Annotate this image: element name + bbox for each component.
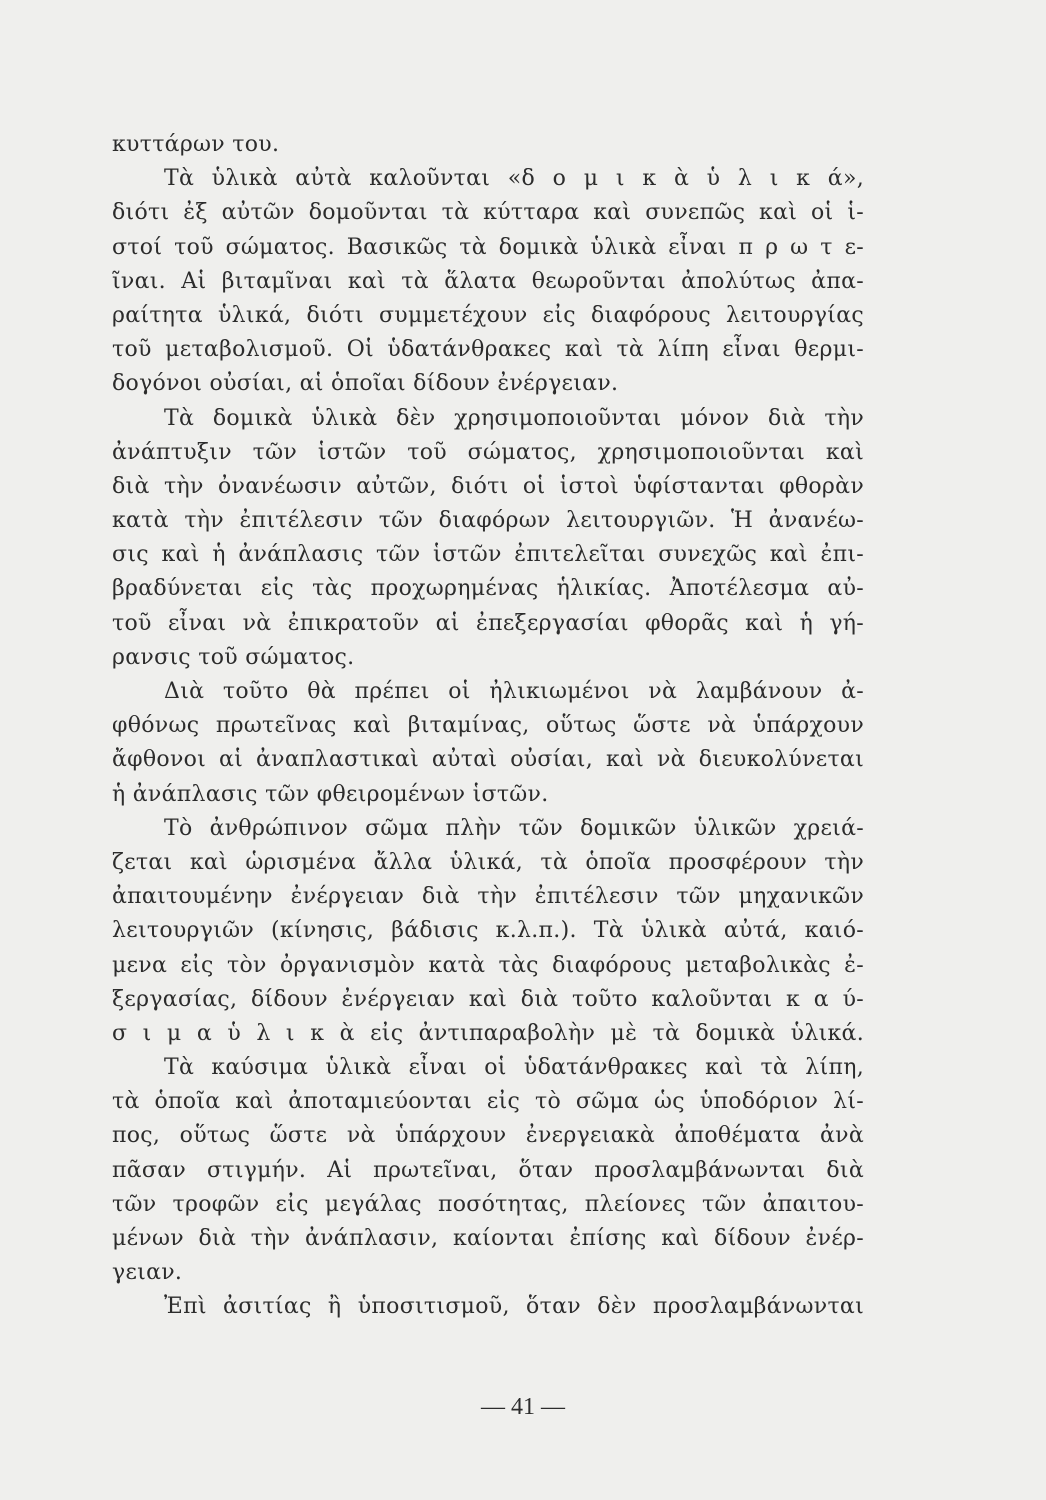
text-line: ῖναι. Αἱ βιταμῖναι καὶ τὰ ἅλατα θεωροῦνται ἀπολύτως ἀπα-: [112, 268, 864, 294]
text-line: δογόνοι οὐσίαι, αἱ ὁποῖαι δίδουν ἐνέργειαν.: [112, 371, 619, 397]
text-line: σις καὶ ἡ ἀνάπλασις τῶν ἱστῶν ἐπιτελεῖται συνεχῶς καὶ ἐπι-: [112, 542, 864, 568]
text-line: διὰ τὴν ὀνανέωσιν αὐτῶν, διότι οἱ ἱστοὶ ὑφίστανται φθορὰν: [112, 473, 864, 499]
text-line: στοί τοῦ σώματος. Βασικῶς τὰ δομικὰ ὑλικὰ εἶναι π ρ ω τ ε-: [112, 234, 864, 260]
text-line: ξεργασίας, δίδουν ἐνέργειαν καὶ διὰ τοῦτο καλοῦνται κ α ύ-: [112, 986, 864, 1012]
text-line: ἡ ἀνάπλασις τῶν φθειρομένων ἱστῶν.: [112, 781, 549, 807]
text-line: σ ι μ α ὑ λ ι κ ὰ εἰς ἀντιπαραβολὴν μὲ τὰ δομικὰ ὑλικά.: [112, 1020, 864, 1046]
page-number: — 41 —: [481, 1394, 565, 1420]
text-line: ζεται καὶ ὡρισμένα ἄλλα ὑλικά, τὰ ὁποῖα προσφέρουν τὴν: [112, 849, 864, 875]
text-line: βραδύνεται εἰς τὰς προχωρημένας ἡλικίας. Ἀποτέλεσμα αὐ-: [112, 576, 864, 602]
body-text: [112, 128, 864, 1325]
text-line: διότι ἐξ αὐτῶν δομοῦνται τὰ κύτταρα καὶ συνεπῶς καὶ οἱ ἱ-: [112, 200, 864, 226]
text-line: Διὰ τοῦτο θὰ πρέπει οἱ ἠλικιωμένοι νὰ λαμβάνουν ἀ-: [164, 679, 864, 704]
text-line: ραίτητα ὑλικά, διότι συμμετέχουν εἰς διαφόρους λειτουργίας: [112, 302, 864, 328]
text-line: κυττάρων του.: [112, 132, 280, 157]
text-line: τοῦ εἶναι νὰ ἐπικρατοῦν αἱ ἐπεξεργασίαι φθορᾶς καὶ ἡ γή-: [112, 610, 864, 636]
text-line: πος, οὕτως ὥστε νὰ ὑπάρχουν ἐνεργειακὰ ἀποθέματα ἀνὰ: [112, 1123, 864, 1149]
text-line: Τὰ καύσιμα ὑλικὰ εἶναι οἱ ὑδατάνθρακες καὶ τὰ λίπη,: [164, 1055, 864, 1081]
text-line: τῶν τροφῶν εἰς μεγάλας ποσότητας, πλείονες τῶν ἀπαιτου-: [112, 1191, 864, 1217]
text-line: Τὰ δομικὰ ὑλικὰ δὲν χρησιμοποιοῦνται μόνον διὰ τὴν: [164, 405, 864, 431]
text-line: λειτουργιῶν (κίνησις, βάδισις κ.λ.π.). Τὰ ὑλικὰ αὐτά, καιό-: [112, 918, 864, 944]
text-line: Ἐπὶ ἀσιτίας ἢ ὑποσιτισμοῦ, ὅταν δὲν προσλαμβάνωνται: [164, 1294, 864, 1320]
text-line: τοῦ μεταβολισμοῦ. Οἱ ὑδατάνθρακες καὶ τὰ λίπη εἶναι θερμι-: [112, 337, 864, 363]
text-line: ἀνάπτυξιν τῶν ἱστῶν τοῦ σώματος, χρησιμοποιοῦνται καὶ: [112, 439, 864, 465]
text-line: Τὸ ἀνθρώπινον σῶμα πλὴν τῶν δομικῶν ὑλικῶν χρειά-: [164, 815, 864, 841]
text-line: ἀπαιτουμένην ἐνέργειαν διὰ τὴν ἐπιτέλεσιν τῶν μηχανικῶν: [112, 884, 864, 910]
text-line: πᾶσαν στιγμήν. Αἱ πρωτεῖναι, ὅταν προσλαμβάνωνται διὰ: [112, 1157, 864, 1183]
text-line: ἄφθονοι αἱ ἀναπλαστικαὶ αὐταὶ οὐσίαι, καὶ νὰ διευκολύνεται: [112, 747, 864, 773]
text-line: τὰ ὁποῖα καὶ ἀποταμιεύονται εἰς τὸ σῶμα ὡς ὑποδόριον λί-: [112, 1089, 864, 1115]
text-line: μενα εἰς τὸν ὀργανισμὸν κατὰ τὰς διαφόρους μεταβολικὰς ἐ-: [112, 952, 864, 978]
text-line: κατὰ τὴν ἐπιτέλεσιν τῶν διαφόρων λειτουργιῶν. Ἡ ἀνανέω-: [112, 508, 864, 534]
text-line: γειαν.: [112, 1260, 183, 1286]
text-line: φθόνως πρωτεῖνας καὶ βιταμίνας, οὕτως ὥστε νὰ ὑπάρχουν: [112, 713, 864, 739]
text-line: μένων διὰ τὴν ἀνάπλασιν, καίονται ἐπίσης καὶ δίδουν ἐνέρ-: [112, 1226, 864, 1251]
text-line: Τὰ ὑλικὰ αὐτὰ καλοῦνται «δ ο μ ι κ ὰ ὑ λ ι κ ά»,: [164, 166, 864, 192]
text-line: ρανσις τοῦ σώματος.: [112, 644, 355, 670]
